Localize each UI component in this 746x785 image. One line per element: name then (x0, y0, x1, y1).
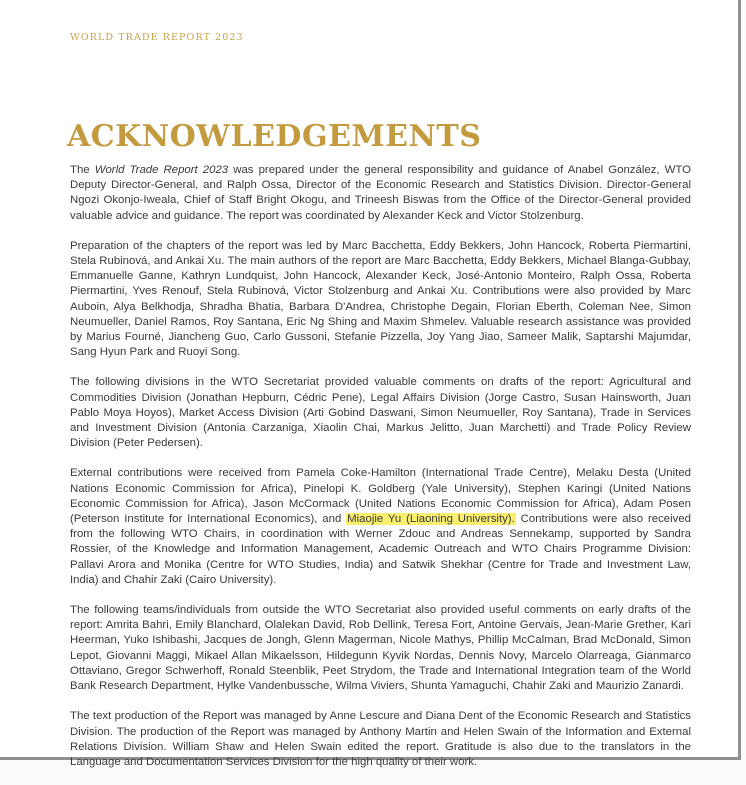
text-run: Contributions were also received from the following WTO Chairs, in coordination with Werner Zdouc and Andreas Sennekamp, supported by Sandra Rossier, of the Knowledge and Information Management, Academic Outreach and WTO Chairs Programme Division: Pallavi Arora and Monika (Centre for WTO Studies, India) and Satwik Shekhar (Centre for Trade and Investment Law, India) and Chahir Zaki (Cairo University). (70, 513, 692, 586)
paragraph (70, 375, 691, 451)
italic-text-run: World Trade Report 2023 (94, 164, 229, 176)
paragraphs (70, 163, 691, 785)
running-header: WORLD TRADE REPORT 2023 (70, 32, 244, 43)
paragraph (70, 603, 691, 694)
text-run: The following divisions in the WTO Secretariat provided valuable comments on drafts of the report: Agricultural and Commodities Division (Jonathan Hepburn, Cédric Pene), Legal Affairs Division (Jorge Castro, Susan Hainsworth, Juan Pablo Moya Hoyos), Market Access Division (Arti Gobind Daswani, Simon Neumueller, Roy Santana), Trade in Services and Investment Division (Antonia Carzaniga, Xiaolin Chai, Markus Jelitto, Juan Marchetti) and Trade Policy Review Division (Peter Pedersen). (70, 376, 691, 450)
text-run: The (70, 164, 95, 176)
page-title: ACKNOWLEDGEMENTS (67, 119, 482, 155)
paragraph (70, 239, 691, 361)
text-run: External contributions were received from Pamela Coke-Hamilton (International Trade Centre), Melaku Desta (United Nations Economic Commission for Africa), Pinelopi K. Goldberg (Yale University), Stephen Karingi (United Nations Economic Commission for Africa), Jason McCormack (United Nations Economic Commission for Africa), Adam Posen (Peterson Institute for International Economics), and (70, 467, 691, 526)
highlighted-text: Miaojie Yu (Liaoning University). (347, 513, 515, 526)
paragraph (70, 466, 691, 588)
paragraph (70, 709, 691, 770)
text-run: Preparation of the chapters of the report was led by Marc Bacchetta, Eddy Bekkers, John Hancock, Roberta Piermartini, Stela Rubinová, and Ankai Xu. The main authors of the report are Marc Bacchetta, Eddy Bekkers, Michael Blanga-Gubbay, Emmanuelle Ganne, Kathryn Lundquist, John Hancock, Alexander Keck, José-Antonio Monteiro, Ralph Ossa, Roberta Piermartini, Yves Renouf, Stela Rubinová, Victor Stolzenburg and Ankai Xu. Contributions were also provided by Marc Auboin, Alya Belkhodja, Shradha Bhatia, Barbara D'Andrea, Christophe Degain, Florian Eberth, Coleman Nee, Simon Neumueller, Daniel Ramos, Roy Santana, Eric Ng Shing and Maxim Shmelev. Valuable research assistance was provided by Marius Fourné, Jiancheng Guo, Carlo Gussoni, Stefanie Pizzella, Joy Yang Jiao, Sameer Malik, Saptarshi Majumdar, Sang Hyun Park and Ruoyi Song. (70, 239, 691, 359)
text-run: The text production of the Report was managed by Anne Lescure and Diana Dent of the Economic Research and Statistics Division. The production of the Report was managed by Anthony Martin and Helen Swain of the Information and External Relations Division. William Shaw and Helen Swain edited the report. Gratitude is also due to the translators in the Language and Documentation Services Division for the high quality of their work. (70, 710, 691, 768)
text-run: The following teams/individuals from outside the WTO Secretariat also provided useful comments on early drafts of the report: Amrita Bahri, Emily Blanchard, Olalekan David, Rob Dellink, Teresa Fort, Antoine Gervais, Jean-Marie Grether, Kari Heerman, Yuko Ishibashi, Jacques de Jongh, Glenn Magerman, Nicole Mathys, Phillip McCalman, Brad McDonald, Simon Lepot, Giovanni Maggi, Mikael Allan Mikaelsson, Hildegunn Kyvik Nordas, Dennis Novy, Marcelo Olarreaga, Gianmarco Ottaviano, Gregor Schwerhoff, Ronald Steenblik, Peet Strydom, the Trade and International Integration team of the World Bank Research Department, Hylke Vandenbussche, Wilma Viviers, Shunta Yamaguchi, Chahir Zaki and Maurizio Zanardi. (70, 604, 691, 693)
paragraph (70, 163, 691, 224)
text-run: was prepared under the general responsibility and guidance of Anabel González, WTO Deputy Director-General, and Ralph Ossa, Director of the Economic Research and Statistics Division. Director-General Ngozi Okonjo-Iweala, Chief of Staff Bright Okogu, and Trineesh Biswas from the Office of the Director-General provided valuable advice and guidance. The report was coordinated by Alexander Keck and Victor Stolzenburg. (70, 164, 691, 222)
